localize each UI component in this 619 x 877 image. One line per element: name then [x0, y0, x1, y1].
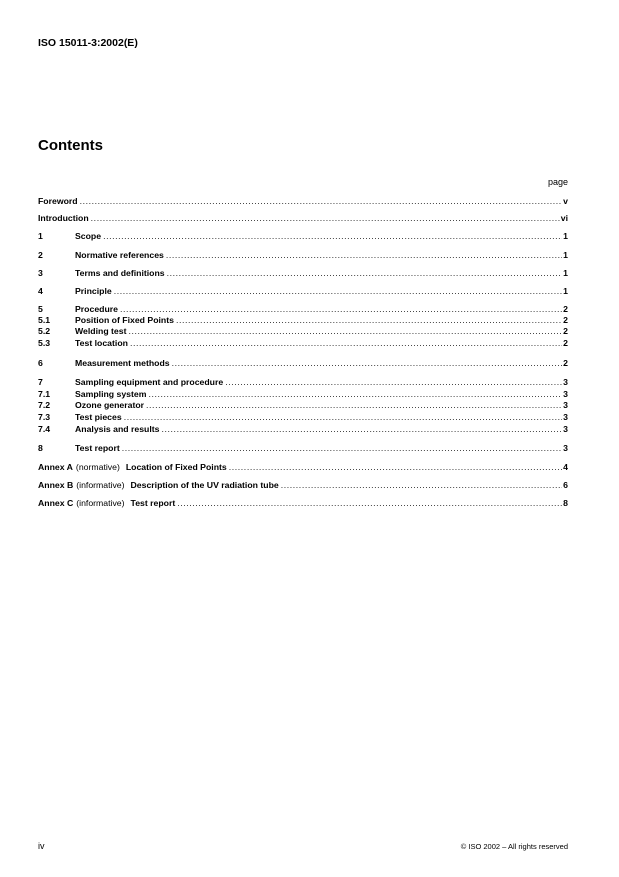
toc-entry-number: 6 — [38, 358, 43, 368]
toc-entry-title: Welding test — [75, 326, 127, 336]
annex-page: 8 — [563, 498, 568, 508]
page-title: Contents — [38, 137, 103, 154]
toc-entry-number: 5 — [38, 304, 43, 314]
toc-annex-b[interactable] — [38, 480, 568, 491]
toc-entry-title: Test location — [75, 338, 128, 348]
toc-entry-page: vi — [560, 213, 568, 223]
toc-annex-a[interactable] — [38, 462, 568, 473]
toc-entry-1[interactable] — [38, 231, 568, 242]
toc-entry-number: 4 — [38, 286, 43, 296]
annex-label: Annex A — [38, 462, 73, 472]
toc-leader-dots — [177, 498, 562, 509]
toc-leader-dots — [103, 231, 562, 242]
toc-leader-dots — [124, 412, 562, 423]
toc-entry-page: 3 — [563, 443, 568, 453]
toc-leader-dots — [166, 250, 562, 261]
toc-entry-page: 2 — [563, 338, 568, 348]
toc-entry-foreword[interactable] — [38, 196, 568, 207]
toc-entry-5-3[interactable] — [38, 338, 568, 349]
toc-entry-title: Introduction — [38, 213, 89, 223]
page-column-label: page — [547, 177, 568, 187]
toc-entry-title: Position of Fixed Points — [75, 315, 174, 325]
annex-title: Test report — [130, 498, 176, 508]
toc-entry-page: v — [563, 196, 568, 206]
toc-entry-7-4[interactable] — [38, 424, 568, 435]
toc-entry-title: Procedure — [75, 304, 118, 314]
toc-leader-dots — [114, 286, 562, 297]
toc-entry-title: Terms and definitions — [75, 268, 165, 278]
document-id: ISO 15011-3:2002(E) — [38, 37, 138, 49]
toc-entry-page: 3 — [563, 412, 568, 422]
toc-entry-3[interactable] — [38, 268, 568, 279]
toc-entry-2[interactable] — [38, 250, 568, 261]
annex-page: 6 — [563, 480, 568, 490]
annex-type: (normative) — [75, 462, 120, 472]
toc-entry-number: 7.2 — [38, 400, 51, 410]
toc-entry-number: 7.1 — [38, 389, 51, 399]
toc-entry-title: Ozone generator — [75, 400, 145, 410]
toc-leader-dots — [120, 304, 562, 315]
toc-entry-number: 7 — [38, 377, 43, 387]
toc-entry-page: 2 — [563, 304, 568, 314]
toc-leader-dots — [229, 462, 562, 473]
toc-entry-7[interactable] — [38, 377, 568, 388]
toc-entry-title: Normative references — [75, 250, 164, 260]
toc-leader-dots — [128, 326, 562, 337]
toc-leader-dots — [146, 400, 562, 411]
toc-entry-number: 7.4 — [38, 424, 51, 434]
toc-entry-page: 1 — [563, 286, 568, 296]
toc-leader-dots — [176, 315, 562, 326]
toc-annex-c[interactable] — [38, 498, 568, 509]
toc-entry-number: 5.2 — [38, 326, 51, 336]
toc-entry-5-1[interactable] — [38, 315, 568, 326]
footer-copyright: © ISO 2002 – All rights reserved — [460, 842, 568, 851]
toc-entry-page: 1 — [563, 250, 568, 260]
toc-entry-page: 3 — [563, 424, 568, 434]
toc-entry-title: Sampling system — [75, 389, 147, 399]
toc-entry-number: 1 — [38, 231, 43, 241]
toc-leader-dots — [91, 213, 560, 224]
toc-entry-page: 2 — [563, 315, 568, 325]
toc-entry-number: 5.3 — [38, 338, 51, 348]
annex-type: (informative) — [76, 480, 125, 490]
toc-entry-8[interactable] — [38, 443, 568, 454]
toc-leader-dots — [167, 268, 563, 279]
toc-entry-5-2[interactable] — [38, 326, 568, 337]
annex-title: Location of Fixed Points — [125, 462, 227, 472]
toc-entry-7-3[interactable] — [38, 412, 568, 423]
toc-entry-page: 3 — [563, 389, 568, 399]
toc-leader-dots — [130, 338, 562, 349]
toc-entry-introduction[interactable] — [38, 213, 568, 224]
toc-leader-dots — [172, 358, 563, 369]
toc-entry-number: 8 — [38, 443, 43, 453]
annex-type: (informative) — [76, 498, 125, 508]
toc-entry-6[interactable] — [38, 358, 568, 369]
toc-leader-dots — [80, 196, 563, 207]
annex-title: Description of the UV radiation tube — [130, 480, 279, 490]
toc-entry-number: 3 — [38, 268, 43, 278]
toc-leader-dots — [148, 389, 562, 400]
toc-leader-dots — [122, 443, 562, 454]
toc-entry-page: 3 — [563, 377, 568, 387]
toc-entry-page: 3 — [563, 400, 568, 410]
toc-entry-title: Principle — [75, 286, 112, 296]
toc-entry-title: Test report — [75, 443, 120, 453]
toc-entry-title: Foreword — [38, 196, 78, 206]
annex-label: Annex B — [38, 480, 74, 490]
toc-entry-page: 2 — [563, 326, 568, 336]
toc-entry-page: 1 — [563, 231, 568, 241]
toc-entry-7-2[interactable] — [38, 400, 568, 411]
toc-entry-title: Sampling equipment and procedure — [75, 377, 224, 387]
toc-entry-title: Analysis and results — [75, 424, 160, 434]
toc-entry-number: 2 — [38, 250, 43, 260]
annex-label: Annex C — [38, 498, 74, 508]
toc-entry-title: Measurement methods — [75, 358, 170, 368]
footer-page-number: iv — [38, 841, 45, 851]
toc-entry-title: Scope — [75, 231, 102, 241]
toc-entry-page: 2 — [563, 358, 568, 368]
toc-leader-dots — [225, 377, 562, 388]
toc-entry-5[interactable] — [38, 304, 568, 315]
toc-entry-page: 1 — [563, 268, 568, 278]
toc-leader-dots — [162, 424, 563, 435]
toc-leader-dots — [281, 480, 562, 491]
toc-entry-7-1[interactable] — [38, 389, 568, 400]
toc-entry-number: 7.3 — [38, 412, 51, 422]
toc-entry-number: 5.1 — [38, 315, 51, 325]
toc-entry-title: Test pieces — [75, 412, 122, 422]
toc-entry-4[interactable] — [38, 286, 568, 297]
annex-page: 4 — [563, 462, 568, 472]
